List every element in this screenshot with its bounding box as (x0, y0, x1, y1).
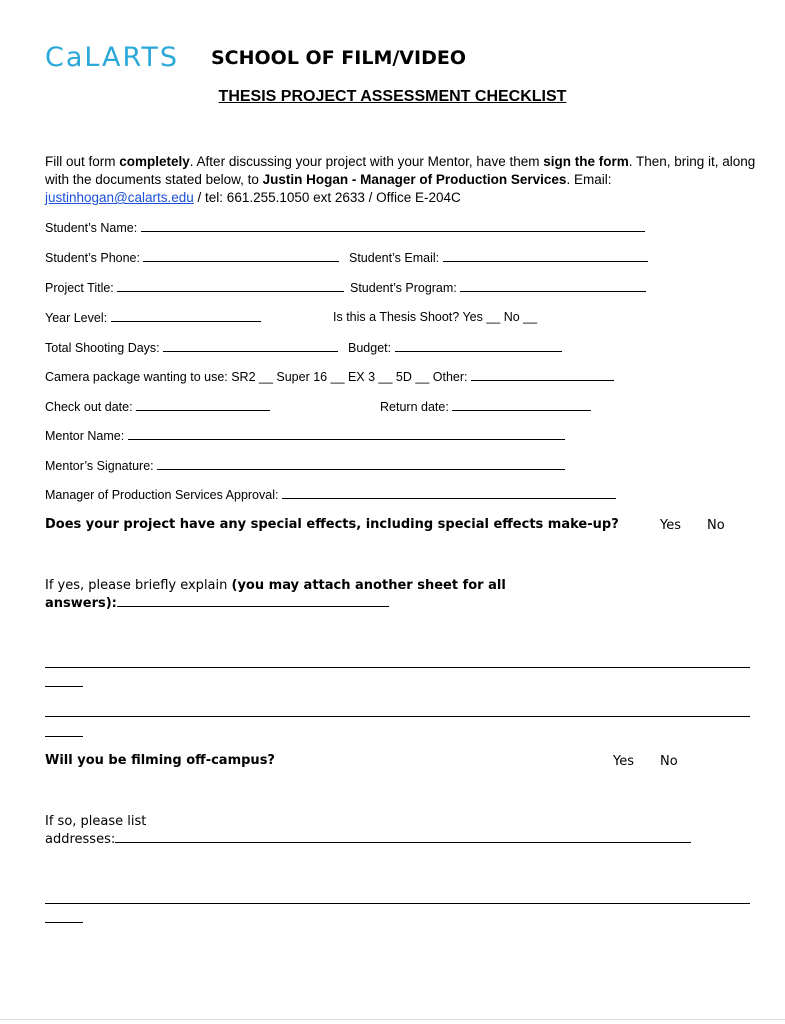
student-phone-label: Student’s Phone: (45, 251, 140, 265)
manager-approval-field[interactable] (282, 487, 616, 499)
intro-text: / tel: 661.255.1050 ext 2633 / Office E-204C (193, 190, 461, 205)
intro-text: . Then, bring it, along with the documents stated below, to (45, 154, 756, 187)
email-link[interactable]: justinhogan@calarts.edu (45, 190, 194, 205)
year-level-field[interactable] (111, 310, 261, 322)
manager-approval-label: Manager of Production Services Approval: (45, 488, 279, 502)
student-email-field[interactable] (443, 250, 648, 262)
camera-package-label[interactable]: Camera package wanting to use: SR2 __ Super 16 __ EX 3 __ 5D __ Other: (45, 370, 468, 384)
thesis-shoot-question[interactable]: Is this a Thesis Shoot? Yes __ No __ (333, 310, 538, 324)
special-effects-question: Does your project have any special effects, including special effects make-up? (45, 517, 619, 532)
addresses-label: addresses: (45, 832, 116, 847)
explain-line-1 (45, 577, 506, 594)
shooting-days-field[interactable] (163, 340, 338, 352)
calarts-logo: CaLARTS (45, 42, 179, 73)
student-program-field[interactable] (460, 280, 646, 292)
intro-bold: Justin Hogan - Manager of Production Services (262, 172, 567, 187)
addresses-line-extra-cont[interactable] (45, 922, 83, 923)
student-name-row (45, 220, 645, 235)
intro-bold: completely (119, 154, 190, 169)
project-title-field[interactable] (117, 280, 344, 292)
shooting-days-row (45, 340, 338, 355)
student-program-row (350, 280, 646, 295)
addresses-field[interactable] (115, 830, 691, 843)
explain-answer-line-1[interactable] (45, 667, 750, 668)
page-edge-divider (0, 1019, 785, 1020)
explain-text: If yes, please briefly explain (45, 578, 232, 593)
mentor-signature-field[interactable] (157, 458, 565, 470)
manager-approval-row (45, 487, 616, 502)
year-level-label: Year Level: (45, 311, 108, 325)
mentor-name-row (45, 428, 565, 443)
explain-line-2 (45, 594, 389, 612)
page-title: THESIS PROJECT ASSESSMENT CHECKLIST (218, 88, 567, 105)
budget-row (348, 340, 562, 355)
checkout-date-row (45, 399, 270, 414)
student-name-label: Student’s Name: (45, 221, 138, 235)
explain-answer-line-2[interactable] (45, 716, 750, 717)
student-phone-row (45, 250, 339, 265)
return-date-field[interactable] (452, 399, 591, 411)
special-effects-no[interactable]: No (707, 518, 725, 533)
mentor-name-field[interactable] (128, 428, 565, 440)
student-program-label: Student’s Program: (350, 281, 457, 295)
addresses-line-2 (45, 830, 691, 848)
explain-answer-line-1-cont[interactable] (45, 686, 83, 687)
addresses-line-1: If so, please list (45, 814, 147, 829)
mentor-name-label: Mentor Name: (45, 429, 125, 443)
explain-answer-line-2-cont[interactable] (45, 736, 83, 737)
return-date-row (380, 399, 591, 414)
school-name: SCHOOL OF FILM/VIDEO (211, 47, 466, 69)
year-level-row (45, 310, 261, 325)
off-campus-question: Will you be filming off-campus? (45, 753, 275, 768)
budget-label: Budget: (348, 341, 392, 355)
explain-answer-field[interactable] (117, 594, 389, 607)
off-campus-yes[interactable]: Yes (613, 754, 634, 769)
budget-field[interactable] (395, 340, 562, 352)
mentor-signature-row (45, 458, 565, 473)
checkout-date-field[interactable] (136, 399, 270, 411)
student-name-field[interactable] (141, 220, 645, 232)
explain-answers-label: answers): (45, 596, 117, 611)
intro-text: Fill out form (45, 154, 120, 169)
project-title-label: Project Title: (45, 281, 114, 295)
intro-text: . Email: (566, 172, 612, 187)
special-effects-yes[interactable]: Yes (660, 518, 681, 533)
checkout-date-label: Check out date: (45, 400, 133, 414)
explain-bold: (you may attach another sheet for all (231, 578, 506, 593)
camera-package-row (45, 369, 614, 384)
mentor-signature-label: Mentor’s Signature: (45, 459, 154, 473)
student-email-row (349, 250, 648, 265)
intro-paragraph (45, 153, 760, 207)
shooting-days-label: Total Shooting Days: (45, 341, 160, 355)
intro-bold: sign the form (543, 154, 629, 169)
off-campus-no[interactable]: No (660, 754, 678, 769)
camera-other-field[interactable] (471, 369, 614, 381)
student-email-label: Student’s Email: (349, 251, 440, 265)
project-title-row (45, 280, 344, 295)
student-phone-field[interactable] (143, 250, 339, 262)
addresses-line-extra[interactable] (45, 903, 750, 904)
intro-text: . After discussing your project with your Mentor, have them (189, 154, 544, 169)
return-date-label: Return date: (380, 400, 449, 414)
